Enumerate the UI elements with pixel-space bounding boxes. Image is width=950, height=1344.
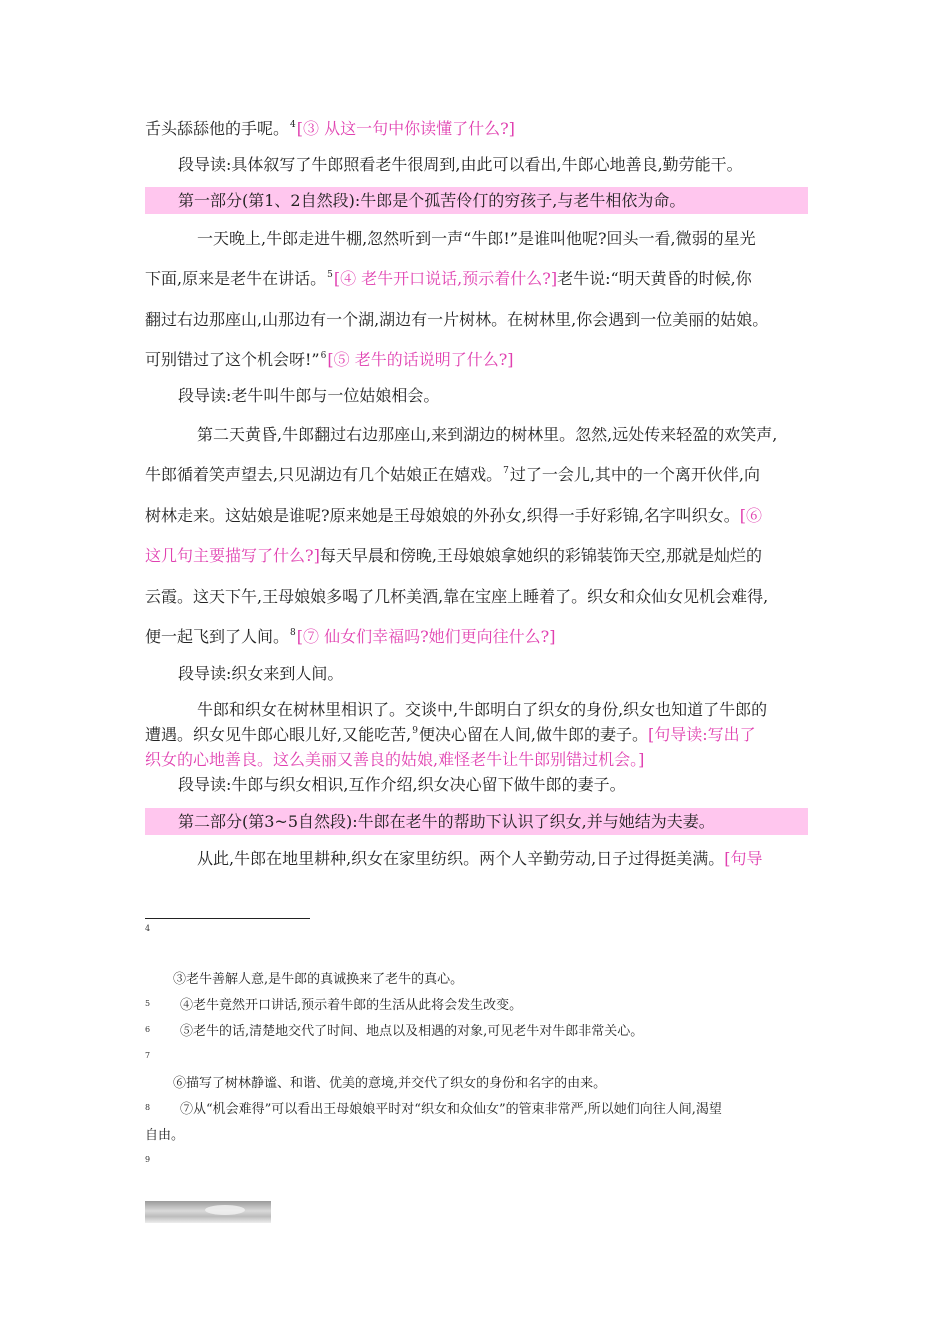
footnote-text: ③老牛善解人意,是牛郎的真诚换来了老牛的真心。 (173, 972, 464, 987)
part-summary: 第一部分(第1、2自然段):牛郎是个孤苦伶仃的穷孩子,与老牛相依为命。 (178, 191, 686, 210)
footnote-text: ⑦从“机会难得”可以看出王母娘娘平时对“织女和众仙女”的管束非常严,所以她们向往人间,渴望 (180, 1102, 722, 1117)
text-line: 下面,原来是老牛在讲话。$^5$[④ 老牛开口说话,预示着什么?]老牛说:“明天黄昏的时候,你 (145, 269, 752, 288)
text-line: 可别错过了这个机会呀!”$^6$[⑤ 老牛的话说明了什么?] (145, 350, 514, 369)
reading-question: [⑥ (739, 506, 763, 525)
footnote-ref[interactable]: 9 (412, 726, 418, 736)
footnote-text: ⑤老牛的话,清楚地交代了时间、地点以及相遇的对象,可见老牛对牛郎非常关心。 (180, 1024, 644, 1039)
text-line: 云霞。这天下午,王母娘娘多喝了几杯美酒,靠在宝座上睡着了。织女和众仙女见机会难得, (145, 587, 769, 606)
sentence-guide: 织女的心地善良。这么美丽又善良的姑娘,难怪老牛让牛郎别错过机会。] (145, 750, 645, 769)
cloud-image (145, 1201, 271, 1223)
text-line: 遭遇。织女见牛郎心眼儿好,又能吃苦,$^9$便决心留在人间,做牛郎的妻子。[句导读:写出了 (145, 725, 756, 744)
text-line: 翻过右边那座山,山那边有一个湖,湖边有一片树林。在树林里,你会遇到一位美丽的姑娘。 (145, 310, 769, 329)
footnote-number: 6 (145, 1025, 151, 1034)
section-guide: 段导读:老牛叫牛郎与一位姑娘相会。 (178, 386, 440, 405)
footnote-number: 9 (145, 1155, 151, 1164)
footnote-text: ⑥描写了树林静谧、和谐、优美的意境,并交代了织女的身份和名字的由来。 (173, 1076, 607, 1091)
text-line: 牛郎循着笑声望去,只见湖边有几个姑娘正在嬉戏。$^7$过了一会儿,其中的一个离开伙伴,向 (145, 465, 761, 484)
text-line: 这几句主要描写了什么?]每天早晨和傍晚,王母娘娘拿她织的彩锦装饰天空,那就是灿烂的 (145, 546, 763, 565)
footnote-ref[interactable]: 6 (320, 351, 327, 361)
footnote-number: 8 (145, 1103, 151, 1112)
text-line: 第二天黄昏,牛郎翻过右边那座山,来到湖边的树林里。忽然,远处传来轻盈的欢笑声, (197, 425, 778, 444)
text-line: 舌头舔舔他的手呢。$^4$[③ 从这一句中你读懂了什么?] (145, 119, 515, 138)
footnote-ref[interactable]: 8 (290, 628, 296, 638)
text-line: 牛郎和织女在树林里相识了。交谈中,牛郎明白了织女的身份,织女也知道了牛郎的 (197, 700, 768, 719)
section-guide: 段导读:织女来到人间。 (178, 664, 344, 683)
text-line: 从此,牛郎在地里耕种,织女在家里纺织。两个人辛勤劳动,日子过得挺美满。[句导 (197, 849, 763, 868)
reading-question: [⑤ 老牛的话说明了什么?] (327, 350, 514, 369)
footnote-ref[interactable]: 7 (503, 466, 509, 476)
text-line: 便一起飞到了人间。$^8$[⑦ 仙女们幸福吗?她们更向往什么?] (145, 627, 556, 646)
sentence-guide: [句导读:写出了 (648, 725, 756, 744)
footnote-number: 7 (145, 1051, 151, 1060)
reading-question: [③ 从这一句中你读懂了什么?] (296, 119, 515, 138)
footnote-number: 4 (145, 924, 151, 933)
footnote-text: ④老牛竟然开口讲话,预示着牛郎的生活从此将会发生改变。 (180, 998, 523, 1013)
text-line: 一天晚上,牛郎走进牛棚,忽然听到一声“牛郎!”是谁叫他呢?回头一看,微弱的星光 (197, 229, 756, 248)
section-guide: 段导读:具体叙写了牛郎照看老牛很周到,由此可以看出,牛郎心地善良,勤劳能干。 (178, 155, 743, 174)
sentence-guide: [句导 (724, 849, 763, 868)
footnote-ref[interactable]: 4 (290, 120, 296, 130)
footnote-divider (145, 918, 310, 919)
footnote-text: 自由。 (145, 1128, 185, 1143)
reading-question: 这几句主要描写了什么?] (145, 546, 320, 565)
reading-question: [⑦ 仙女们幸福吗?她们更向往什么?] (296, 627, 556, 646)
footnote-number: 5 (145, 999, 151, 1008)
text-line: 树林走来。这姑娘是谁呢?原来她是王母娘娘的外孙女,织得一手好彩锦,名字叫织女。[⑥ (145, 506, 763, 525)
reading-question: [④ 老牛开口说话,预示着什么?] (333, 269, 558, 288)
part-summary: 第二部分(第3~5自然段):牛郎在老牛的帮助下认识了织女,并与她结为夫妻。 (178, 812, 715, 831)
footnote-ref[interactable]: 5 (327, 270, 333, 280)
section-guide: 段导读:牛郎与织女相识,互作介绍,织女决心留下做牛郎的妻子。 (178, 775, 626, 794)
